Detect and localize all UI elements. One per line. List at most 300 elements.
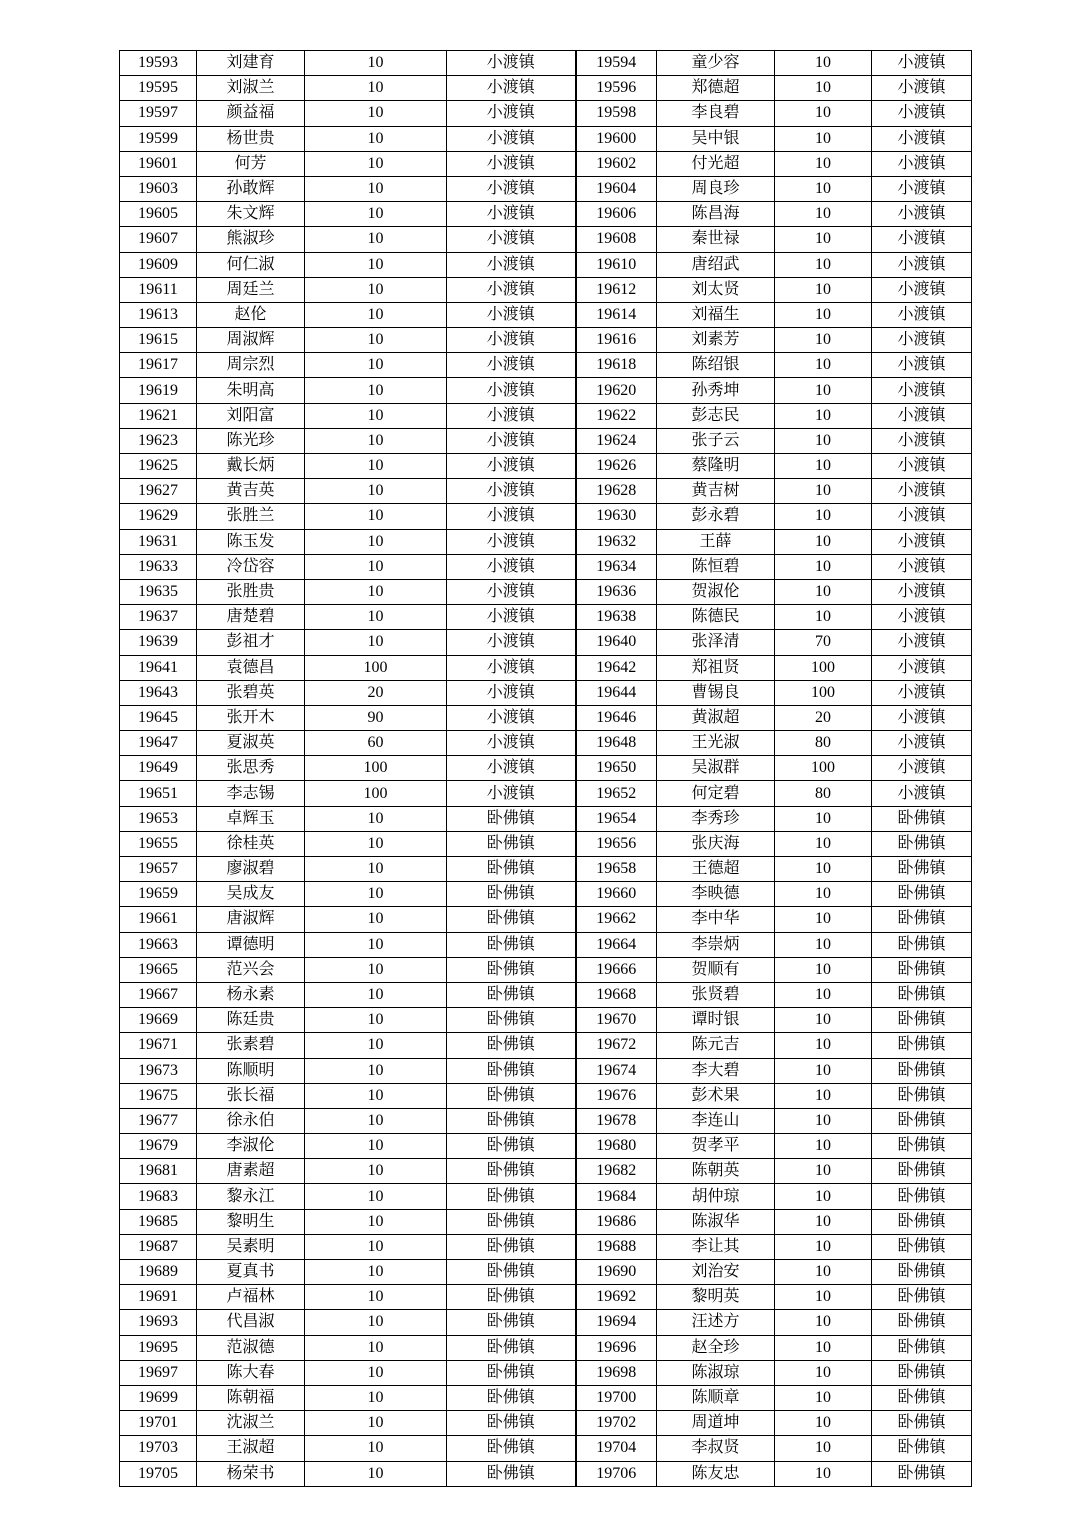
left-person-name-cell: 张长福	[197, 1083, 305, 1108]
right-record-id-cell: 19650	[576, 756, 657, 781]
left-record-id-cell: 19615	[120, 328, 197, 353]
right-town-cell: 小渡镇	[872, 630, 972, 655]
right-town-cell: 卧佛镇	[872, 932, 972, 957]
right-town-cell: 小渡镇	[872, 76, 972, 101]
left-town-cell: 小渡镇	[447, 579, 576, 604]
left-town-cell: 卧佛镇	[447, 1108, 576, 1133]
left-amount-cell: 10	[305, 126, 447, 151]
right-amount-cell: 10	[775, 1411, 872, 1436]
right-amount-cell: 10	[775, 529, 872, 554]
right-town-cell: 卧佛镇	[872, 1310, 972, 1335]
left-record-id-cell: 19633	[120, 554, 197, 579]
left-town-cell: 卧佛镇	[447, 1234, 576, 1259]
right-town-cell: 卧佛镇	[872, 831, 972, 856]
left-person-name-cell: 卢福林	[197, 1285, 305, 1310]
right-amount-cell: 10	[775, 982, 872, 1007]
left-record-id-cell: 19653	[120, 806, 197, 831]
right-amount-cell: 10	[775, 151, 872, 176]
left-town-cell: 小渡镇	[447, 176, 576, 201]
left-record-id-cell: 19649	[120, 756, 197, 781]
left-record-id-cell: 19675	[120, 1083, 197, 1108]
right-record-id-cell: 19672	[576, 1033, 657, 1058]
right-record-id-cell: 19636	[576, 579, 657, 604]
table-row	[120, 705, 972, 730]
left-town-cell: 卧佛镇	[447, 1134, 576, 1159]
left-amount-cell: 10	[305, 378, 447, 403]
right-person-name-cell: 李映德	[657, 882, 775, 907]
right-record-id-cell: 19608	[576, 227, 657, 252]
left-person-name-cell: 吴成友	[197, 882, 305, 907]
left-record-id-cell: 19673	[120, 1058, 197, 1083]
table-row	[120, 1134, 972, 1159]
left-amount-cell: 10	[305, 277, 447, 302]
left-town-cell: 小渡镇	[447, 227, 576, 252]
left-town-cell: 卧佛镇	[447, 1008, 576, 1033]
table-row	[120, 479, 972, 504]
left-person-name-cell: 徐桂英	[197, 831, 305, 856]
right-amount-cell: 80	[775, 781, 872, 806]
left-amount-cell: 60	[305, 731, 447, 756]
right-person-name-cell: 周道坤	[657, 1411, 775, 1436]
right-town-cell: 小渡镇	[872, 579, 972, 604]
right-record-id-cell: 19676	[576, 1083, 657, 1108]
right-record-id-cell: 19658	[576, 857, 657, 882]
left-town-cell: 小渡镇	[447, 680, 576, 705]
left-record-id-cell: 19679	[120, 1134, 197, 1159]
left-person-name-cell: 张开木	[197, 705, 305, 730]
left-town-cell: 小渡镇	[447, 655, 576, 680]
left-amount-cell: 10	[305, 227, 447, 252]
right-person-name-cell: 唐绍武	[657, 252, 775, 277]
table-row	[120, 1083, 972, 1108]
left-person-name-cell: 张碧英	[197, 680, 305, 705]
right-record-id-cell: 19602	[576, 151, 657, 176]
left-person-name-cell: 周淑辉	[197, 328, 305, 353]
left-person-name-cell: 黎永江	[197, 1184, 305, 1209]
table-row	[120, 1184, 972, 1209]
right-amount-cell: 20	[775, 705, 872, 730]
right-person-name-cell: 李良碧	[657, 101, 775, 126]
right-person-name-cell: 张泽清	[657, 630, 775, 655]
left-record-id-cell: 19655	[120, 831, 197, 856]
table-row	[120, 1436, 972, 1461]
left-record-id-cell: 19607	[120, 227, 197, 252]
right-amount-cell: 10	[775, 176, 872, 201]
left-person-name-cell: 袁德昌	[197, 655, 305, 680]
left-record-id-cell: 19671	[120, 1033, 197, 1058]
right-amount-cell: 10	[775, 882, 872, 907]
right-record-id-cell: 19632	[576, 529, 657, 554]
left-person-name-cell: 廖淑碧	[197, 857, 305, 882]
left-town-cell: 卧佛镇	[447, 1461, 576, 1486]
left-amount-cell: 10	[305, 1234, 447, 1259]
right-record-id-cell: 19616	[576, 328, 657, 353]
right-record-id-cell: 19652	[576, 781, 657, 806]
left-person-name-cell: 唐楚碧	[197, 605, 305, 630]
table-row	[120, 1385, 972, 1410]
left-person-name-cell: 李淑伦	[197, 1134, 305, 1159]
right-person-name-cell: 吴淑群	[657, 756, 775, 781]
right-person-name-cell: 蔡隆明	[657, 454, 775, 479]
right-amount-cell: 10	[775, 353, 872, 378]
right-town-cell: 卧佛镇	[872, 806, 972, 831]
left-record-id-cell: 19705	[120, 1461, 197, 1486]
right-person-name-cell: 王德超	[657, 857, 775, 882]
table-row	[120, 353, 972, 378]
table-row	[120, 454, 972, 479]
right-town-cell: 卧佛镇	[872, 1108, 972, 1133]
table-row	[120, 1108, 972, 1133]
right-town-cell: 小渡镇	[872, 454, 972, 479]
left-amount-cell: 10	[305, 1335, 447, 1360]
left-person-name-cell: 周廷兰	[197, 277, 305, 302]
left-amount-cell: 10	[305, 252, 447, 277]
right-record-id-cell: 19698	[576, 1360, 657, 1385]
right-person-name-cell: 陈元吉	[657, 1033, 775, 1058]
right-record-id-cell: 19604	[576, 176, 657, 201]
table-row	[120, 1310, 972, 1335]
right-town-cell: 小渡镇	[872, 403, 972, 428]
left-town-cell: 卧佛镇	[447, 1159, 576, 1184]
right-amount-cell: 10	[775, 76, 872, 101]
right-record-id-cell: 19686	[576, 1209, 657, 1234]
right-town-cell: 卧佛镇	[872, 1209, 972, 1234]
right-person-name-cell: 陈友忠	[657, 1461, 775, 1486]
left-amount-cell: 10	[305, 1209, 447, 1234]
right-town-cell: 小渡镇	[872, 554, 972, 579]
left-amount-cell: 90	[305, 705, 447, 730]
left-town-cell: 卧佛镇	[447, 907, 576, 932]
left-town-cell: 小渡镇	[447, 277, 576, 302]
right-person-name-cell: 郑祖贤	[657, 655, 775, 680]
left-town-cell: 小渡镇	[447, 454, 576, 479]
right-person-name-cell: 彭永碧	[657, 504, 775, 529]
left-amount-cell: 10	[305, 1108, 447, 1133]
left-town-cell: 卧佛镇	[447, 1058, 576, 1083]
right-person-name-cell: 陈顺章	[657, 1385, 775, 1410]
right-amount-cell: 10	[775, 806, 872, 831]
right-person-name-cell: 汪述方	[657, 1310, 775, 1335]
right-person-name-cell: 秦世禄	[657, 227, 775, 252]
right-town-cell: 小渡镇	[872, 655, 972, 680]
left-amount-cell: 10	[305, 428, 447, 453]
left-record-id-cell: 19665	[120, 957, 197, 982]
table-row	[120, 176, 972, 201]
left-record-id-cell: 19639	[120, 630, 197, 655]
left-amount-cell: 10	[305, 907, 447, 932]
left-record-id-cell: 19661	[120, 907, 197, 932]
left-record-id-cell: 19609	[120, 252, 197, 277]
table-row	[120, 857, 972, 882]
table-row	[120, 1234, 972, 1259]
left-record-id-cell: 19593	[120, 51, 197, 76]
right-amount-cell: 10	[775, 957, 872, 982]
right-record-id-cell: 19694	[576, 1310, 657, 1335]
left-record-id-cell: 19623	[120, 428, 197, 453]
right-amount-cell: 10	[775, 227, 872, 252]
left-amount-cell: 10	[305, 1285, 447, 1310]
right-amount-cell: 10	[775, 202, 872, 227]
left-amount-cell: 10	[305, 1134, 447, 1159]
right-town-cell: 卧佛镇	[872, 982, 972, 1007]
left-record-id-cell: 19681	[120, 1159, 197, 1184]
right-record-id-cell: 19696	[576, 1335, 657, 1360]
left-record-id-cell: 19683	[120, 1184, 197, 1209]
left-amount-cell: 10	[305, 882, 447, 907]
right-town-cell: 小渡镇	[872, 126, 972, 151]
right-record-id-cell: 19664	[576, 932, 657, 957]
left-record-id-cell: 19697	[120, 1360, 197, 1385]
left-person-name-cell: 张素碧	[197, 1033, 305, 1058]
left-amount-cell: 10	[305, 328, 447, 353]
right-amount-cell: 10	[775, 1234, 872, 1259]
left-record-id-cell: 19621	[120, 403, 197, 428]
right-amount-cell: 10	[775, 1184, 872, 1209]
left-amount-cell: 10	[305, 1260, 447, 1285]
left-record-id-cell: 19645	[120, 705, 197, 730]
right-person-name-cell: 刘福生	[657, 302, 775, 327]
right-town-cell: 卧佛镇	[872, 1058, 972, 1083]
right-amount-cell: 10	[775, 1008, 872, 1033]
right-person-name-cell: 吴中银	[657, 126, 775, 151]
left-town-cell: 小渡镇	[447, 378, 576, 403]
right-person-name-cell: 李叔贤	[657, 1436, 775, 1461]
left-record-id-cell: 19603	[120, 176, 197, 201]
left-person-name-cell: 范兴会	[197, 957, 305, 982]
left-amount-cell: 10	[305, 51, 447, 76]
left-person-name-cell: 黎明生	[197, 1209, 305, 1234]
right-record-id-cell: 19606	[576, 202, 657, 227]
left-town-cell: 卧佛镇	[447, 1411, 576, 1436]
left-person-name-cell: 张胜贵	[197, 579, 305, 604]
table-row	[120, 227, 972, 252]
table-row	[120, 655, 972, 680]
left-town-cell: 卧佛镇	[447, 1285, 576, 1310]
left-town-cell: 小渡镇	[447, 353, 576, 378]
left-amount-cell: 10	[305, 1436, 447, 1461]
right-person-name-cell: 周良珍	[657, 176, 775, 201]
right-record-id-cell: 19644	[576, 680, 657, 705]
right-town-cell: 卧佛镇	[872, 1360, 972, 1385]
left-person-name-cell: 陈朝福	[197, 1385, 305, 1410]
left-record-id-cell: 19629	[120, 504, 197, 529]
right-record-id-cell: 19682	[576, 1159, 657, 1184]
left-amount-cell: 10	[305, 101, 447, 126]
right-amount-cell: 10	[775, 932, 872, 957]
right-amount-cell: 10	[775, 479, 872, 504]
right-record-id-cell: 19668	[576, 982, 657, 1007]
left-amount-cell: 10	[305, 1385, 447, 1410]
left-amount-cell: 10	[305, 504, 447, 529]
table-row	[120, 151, 972, 176]
right-person-name-cell: 郑德超	[657, 76, 775, 101]
right-person-name-cell: 贺顺有	[657, 957, 775, 982]
right-amount-cell: 10	[775, 1285, 872, 1310]
right-person-name-cell: 张子云	[657, 428, 775, 453]
left-person-name-cell: 李志锡	[197, 781, 305, 806]
left-record-id-cell: 19619	[120, 378, 197, 403]
left-town-cell: 小渡镇	[447, 781, 576, 806]
right-amount-cell: 10	[775, 504, 872, 529]
left-town-cell: 小渡镇	[447, 504, 576, 529]
right-person-name-cell: 陈朝英	[657, 1159, 775, 1184]
right-record-id-cell: 19660	[576, 882, 657, 907]
left-town-cell: 卧佛镇	[447, 1310, 576, 1335]
table-row	[120, 1033, 972, 1058]
right-town-cell: 卧佛镇	[872, 1385, 972, 1410]
right-amount-cell: 10	[775, 1108, 872, 1133]
left-record-id-cell: 19669	[120, 1008, 197, 1033]
right-amount-cell: 10	[775, 277, 872, 302]
left-person-name-cell: 刘建育	[197, 51, 305, 76]
right-person-name-cell: 何定碧	[657, 781, 775, 806]
right-record-id-cell: 19678	[576, 1108, 657, 1133]
right-record-id-cell: 19628	[576, 479, 657, 504]
right-amount-cell: 10	[775, 1083, 872, 1108]
left-town-cell: 卧佛镇	[447, 831, 576, 856]
right-record-id-cell: 19642	[576, 655, 657, 680]
left-person-name-cell: 朱文辉	[197, 202, 305, 227]
table-row	[120, 630, 972, 655]
right-person-name-cell: 陈德民	[657, 605, 775, 630]
left-person-name-cell: 熊淑珍	[197, 227, 305, 252]
right-amount-cell: 10	[775, 1134, 872, 1159]
right-amount-cell: 10	[775, 1360, 872, 1385]
right-record-id-cell: 19662	[576, 907, 657, 932]
left-town-cell: 小渡镇	[447, 328, 576, 353]
right-record-id-cell: 19706	[576, 1461, 657, 1486]
right-record-id-cell: 19640	[576, 630, 657, 655]
left-record-id-cell: 19625	[120, 454, 197, 479]
left-amount-cell: 10	[305, 982, 447, 1007]
table-row	[120, 806, 972, 831]
left-amount-cell: 10	[305, 1058, 447, 1083]
right-record-id-cell: 19704	[576, 1436, 657, 1461]
table-row	[120, 529, 972, 554]
left-town-cell: 小渡镇	[447, 479, 576, 504]
right-person-name-cell: 李崇炳	[657, 932, 775, 957]
right-amount-cell: 10	[775, 1033, 872, 1058]
left-record-id-cell: 19691	[120, 1285, 197, 1310]
right-record-id-cell: 19690	[576, 1260, 657, 1285]
left-town-cell: 小渡镇	[447, 76, 576, 101]
left-amount-cell: 10	[305, 1411, 447, 1436]
left-person-name-cell: 夏真书	[197, 1260, 305, 1285]
right-amount-cell: 10	[775, 378, 872, 403]
right-amount-cell: 10	[775, 857, 872, 882]
right-amount-cell: 10	[775, 252, 872, 277]
right-record-id-cell: 19680	[576, 1134, 657, 1159]
right-town-cell: 卧佛镇	[872, 857, 972, 882]
right-town-cell: 小渡镇	[872, 605, 972, 630]
right-person-name-cell: 张贤碧	[657, 982, 775, 1007]
left-town-cell: 卧佛镇	[447, 1360, 576, 1385]
table-row	[120, 202, 972, 227]
left-record-id-cell: 19601	[120, 151, 197, 176]
left-record-id-cell: 19703	[120, 1436, 197, 1461]
right-amount-cell: 10	[775, 101, 872, 126]
table-row	[120, 932, 972, 957]
right-person-name-cell: 王光淑	[657, 731, 775, 756]
left-amount-cell: 10	[305, 554, 447, 579]
left-town-cell: 卧佛镇	[447, 957, 576, 982]
right-town-cell: 小渡镇	[872, 529, 972, 554]
right-town-cell: 小渡镇	[872, 781, 972, 806]
left-town-cell: 卧佛镇	[447, 1184, 576, 1209]
right-record-id-cell: 19626	[576, 454, 657, 479]
left-record-id-cell: 19597	[120, 101, 197, 126]
left-person-name-cell: 陈廷贵	[197, 1008, 305, 1033]
right-town-cell: 卧佛镇	[872, 1033, 972, 1058]
right-amount-cell: 10	[775, 1461, 872, 1486]
right-amount-cell: 100	[775, 655, 872, 680]
left-person-name-cell: 刘淑兰	[197, 76, 305, 101]
left-person-name-cell: 朱明高	[197, 378, 305, 403]
right-record-id-cell: 19670	[576, 1008, 657, 1033]
left-town-cell: 卧佛镇	[447, 857, 576, 882]
right-person-name-cell: 刘太贤	[657, 277, 775, 302]
table-row	[120, 1335, 972, 1360]
right-person-name-cell: 李让其	[657, 1234, 775, 1259]
right-town-cell: 小渡镇	[872, 479, 972, 504]
left-record-id-cell: 19701	[120, 1411, 197, 1436]
right-record-id-cell: 19648	[576, 731, 657, 756]
right-town-cell: 小渡镇	[872, 277, 972, 302]
left-town-cell: 卧佛镇	[447, 1385, 576, 1410]
table-row	[120, 504, 972, 529]
left-person-name-cell: 陈顺明	[197, 1058, 305, 1083]
right-record-id-cell: 19654	[576, 806, 657, 831]
left-record-id-cell: 19693	[120, 1310, 197, 1335]
left-record-id-cell: 19637	[120, 605, 197, 630]
right-record-id-cell: 19702	[576, 1411, 657, 1436]
right-amount-cell: 10	[775, 428, 872, 453]
right-person-name-cell: 刘素芳	[657, 328, 775, 353]
right-town-cell: 小渡镇	[872, 202, 972, 227]
left-person-name-cell: 徐永伯	[197, 1108, 305, 1133]
right-person-name-cell: 陈昌海	[657, 202, 775, 227]
right-town-cell: 小渡镇	[872, 378, 972, 403]
right-person-name-cell: 彭志民	[657, 403, 775, 428]
right-person-name-cell: 李秀珍	[657, 806, 775, 831]
right-person-name-cell: 陈绍银	[657, 353, 775, 378]
left-record-id-cell: 19663	[120, 932, 197, 957]
right-record-id-cell: 19624	[576, 428, 657, 453]
right-amount-cell: 10	[775, 126, 872, 151]
right-town-cell: 卧佛镇	[872, 1411, 972, 1436]
left-person-name-cell: 刘阳富	[197, 403, 305, 428]
right-record-id-cell: 19634	[576, 554, 657, 579]
right-amount-cell: 10	[775, 1385, 872, 1410]
right-amount-cell: 80	[775, 731, 872, 756]
right-town-cell: 卧佛镇	[872, 1436, 972, 1461]
left-person-name-cell: 黄吉英	[197, 479, 305, 504]
right-amount-cell: 10	[775, 554, 872, 579]
left-record-id-cell: 19687	[120, 1234, 197, 1259]
left-person-name-cell: 张思秀	[197, 756, 305, 781]
right-person-name-cell: 贺淑伦	[657, 579, 775, 604]
table-row	[120, 1411, 972, 1436]
right-record-id-cell: 19610	[576, 252, 657, 277]
left-amount-cell: 10	[305, 176, 447, 201]
left-person-name-cell: 谭德明	[197, 932, 305, 957]
right-person-name-cell: 张庆海	[657, 831, 775, 856]
right-record-id-cell: 19598	[576, 101, 657, 126]
right-town-cell: 卧佛镇	[872, 1335, 972, 1360]
left-amount-cell: 10	[305, 353, 447, 378]
right-record-id-cell: 19600	[576, 126, 657, 151]
right-town-cell: 卧佛镇	[872, 1461, 972, 1486]
